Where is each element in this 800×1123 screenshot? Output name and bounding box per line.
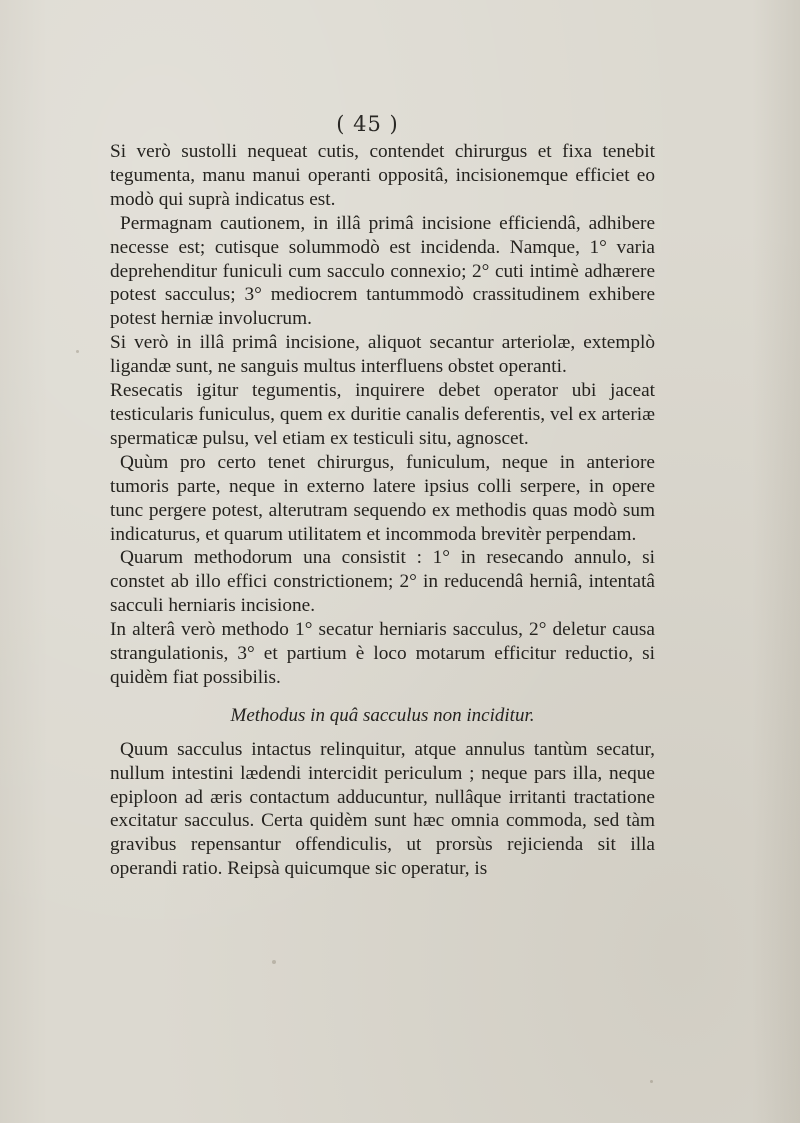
paragraph-4: Resecatis igitur tegumentis, inquirere debet operator ubi jaceat testicularis funiculus, quem ex duritie canalis deferentis, vel ex arteriæ spermaticæ pulsu, vel etiam ex testiculi situ, agnoscet. (110, 380, 655, 449)
paragraph-5: Quùm pro certo tenet chirurgus, funiculum, neque in anteriore tumoris parte, neque in externo latere ipsius colli serpere, in opere tunc pergere potest, alterutram sequendo ex methodis quas modò sum indicaturus, et quarum utilitatem et incommoda brevitèr perpendam. (110, 451, 655, 545)
paper-speck (272, 960, 276, 964)
body-text (110, 140, 655, 881)
paragraph-1: Si verò sustolli nequeat cutis, contendet chirurgus et fixa tenebit tegumenta, manu manui operanti oppositâ, incisionemque efficiet eo modò qui suprà indicatus est. (110, 141, 655, 210)
paragraph-7: In alterâ verò methodo 1° secatur herniaris sacculus, 2° deletur causa strangulationis, 3° et partium è loco motarum efficitur reductio, si quidèm fiat possibilis. (110, 619, 655, 688)
paper-speck (650, 1080, 653, 1083)
paragraph-6: Quarum methodorum una consistit : 1° in resecando annulo, si constet ab illo effici constrictionem; 2° in reducendâ herniâ, intentatâ sacculi herniaris incisione. (110, 547, 655, 617)
page-number: ( 45 ) (336, 112, 399, 136)
paragraph-3: Si verò in illâ primâ incisione, aliquot secantur arteriolæ, extemplò ligandæ sunt, ne sanguis multus interfluens obstet operanti. (110, 332, 655, 378)
paper-speck (76, 350, 79, 353)
paragraph-8: Quum sacculus intactus relinquitur, atque annulus tantùm secatur, nullum intestini lædendi intercidit periculum ; neque pars illa, neque epiploon ad æris contactum adducuntur, nullâque irritanti tractatione excitatur sacculus. Certa quidèm sunt hæc omnia commoda, sed tàm gravibus repensantur offendiculis, ut prorsùs rejicienda sit illa operandi ratio. Reipsà quicumque sic operatur, is (110, 738, 655, 880)
paragraph-2: Permagnam cautionem, in illâ primâ incisione efficiendâ, adhibere necesse est; cutisque solummodò est incidenda. Namque, 1° varia deprehenditur funiculi cum sacculo connexio; 2° cuti intimè adhærere potest sacculus; 3° mediocrem tantummodò crassitudinem exhibere potest herniæ involucrum. (110, 212, 655, 330)
section-heading: Methodus in quâ sacculus non inciditur. (230, 704, 535, 726)
